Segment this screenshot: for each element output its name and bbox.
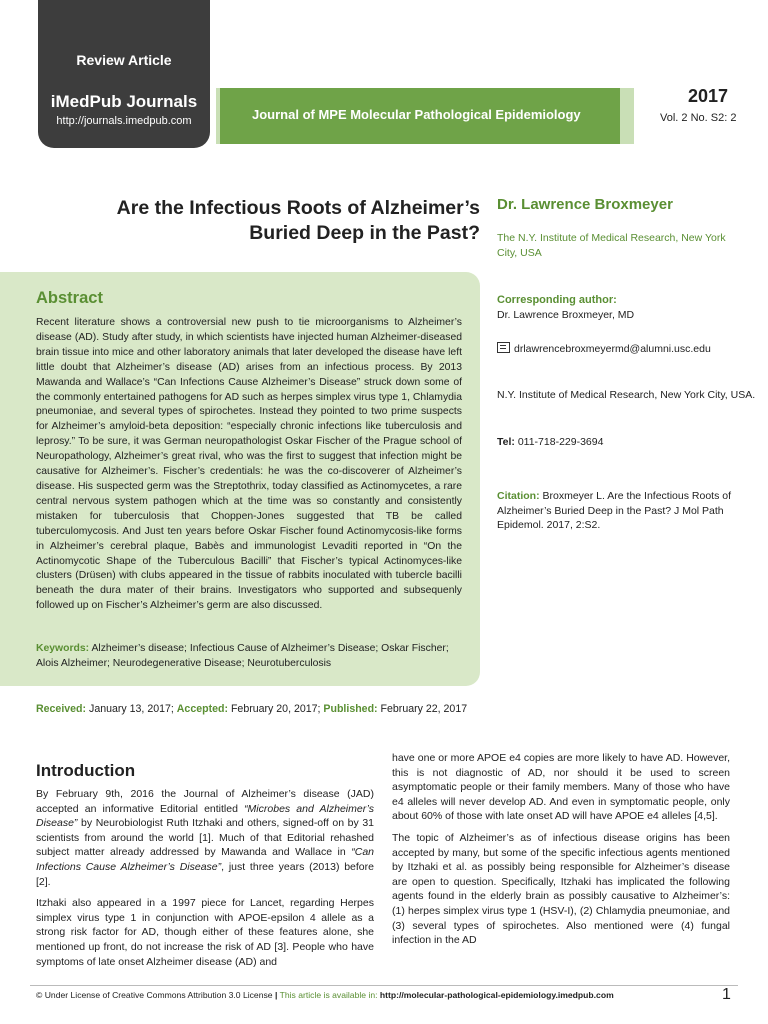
- article-title-line-1: Are the Infectious Roots of Alzheimer’s: [116, 197, 480, 219]
- issue-volume: Vol. 2 No. S2: 2: [660, 112, 737, 124]
- issue-year: 2017: [688, 86, 729, 106]
- article-title: [80, 196, 480, 246]
- footer: © Under License of Creative Commons Attribution 3.0 License | This article is available in: http://molecular-pathological-epidemiology.imedpub.com: [36, 990, 614, 1000]
- email-line: [497, 341, 757, 357]
- paragraph: The topic of Alzheimer’s as of infectious disease origins has been accepted by many, but some of the specific infectious agents mentioned by Itzhaki et al. as possibly being responsible for Alzheimer’s disease are open to question. Specifically, Itzhaki has implicated the following agents found in the elderly brain as possibly causative to Alzheimer’s: (1) herpes simplex virus type 1 (HSV-I), (2) Chlamydia pneumoniae, and (3) several types of spirochetes. Also mentioned were (4) fungal infection in the AD: [392, 831, 730, 947]
- author-affiliation: The N.Y. Institute of Medical Research, New York City, USA: [497, 232, 726, 259]
- citation-text: Broxmeyer L. Are the Infectious Roots of Alzheimer’s Buried Deep in the Past? J Mol Path Epidemol. 2017, 2:S2.: [497, 490, 732, 531]
- keywords: [36, 642, 462, 672]
- article-type: Review Article: [76, 52, 172, 68]
- journal-banner-accent: [620, 88, 634, 144]
- citation: [497, 489, 762, 533]
- introduction-heading: Introduction: [36, 761, 136, 780]
- paragraph: By February 9th, 2016 the Journal of Alzheimer’s disease (JAD) accepted an informative Editorial entitled “Microbes and Alzheimer’s Disease” by Neurobiologist Ruth Itzhaki and others, signed-off on by 31 scientists from around the world [1]. Much of that Editorial rehashed subject matter already addressed by Mawanda and Wallace in “Can Infections Cause Alzheimer’s Disease”, just three years (2013) before [2].: [36, 788, 374, 888]
- author-name: Dr. Lawrence Broxmeyer: [497, 196, 673, 213]
- article-title-line-2: Buried Deep in the Past?: [249, 222, 480, 244]
- availability-label: This article is available in:: [279, 990, 378, 1000]
- accepted-date: February 20, 2017;: [230, 703, 321, 715]
- body-column-right: [392, 751, 730, 955]
- published-date: February 22, 2017: [380, 703, 468, 715]
- article-dates: [36, 702, 480, 717]
- paragraph: Itzhaki also appeared in a 1997 piece for Lancet, regarding Herpes simplex virus type 1 in conjunction with APOE-epsilon 4 allele as a strong risk factor for AD, though either of these features alone, she mentioned up front, do not increase the risk of AD [3]. People who have symptoms of late onset Alzheimer disease (AD) and: [36, 897, 374, 968]
- page-number: 1: [722, 986, 731, 1003]
- abstract-text: Recent literature shows a controversial new push to tie microorganisms to Alzheimer’s disease (AD). Study after study, in which scientists have injected human Alzheimer-diseased brain tissue into mice and other laboratory animals that later developed the disease have left little doubt that Alzheimer’s disease (AD) arises from an infectious process. By 2013 Mawanda and Wallace’s “Can Infections Cause Alzheimer’s Disease” struck down some of the commonly entertained pathogens for AD such as herpes simplex virus type 1, Chlamydia pneumoniae, and several types of spirochetes. Instead they pointed to two prime suspects for Alzheimer’s amyloid-beta deposition: “especially chronic infections like tuberculosis and leprosy.” To be sure, it was German neuropathologist Oskar Fischer of the Prague school of Neuropathology, Alzheimer’s great rival, who was the first to suggest that infection might be causative for Alzheimer’s. Fischer’s credentials: he was the co-discoverer of Alzheimer’s disease. His suspected germ was the Streptothrix, today classified as Actinomycetes, a rare central nervous system pathogen which at the time was so constantly and consistently mistaken for tuberculosis that Choppen-Jones suggested that TB be called tuberculomycosis. And Just ten years before Oskar Fischer found Actinomycosis-like forms in Alzheimer’s cerebral plaque, Babès and immunologist Levaditi reported in “On the Actinomycotic Shape of the Tuberculous Bacilli” that Fischer’s typical Actinomyces-like clusters (Drüsen) with clubs appeared in the tissue of rabbits inoculated with tubercle bacilli beneath the dura mater of their brains. Investigators who supported and subsequenly followed up on Fischer’s Alzheimer’s germ are also discussed.: [36, 317, 462, 612]
- publisher-name: iMedPub Journals: [50, 92, 198, 111]
- received-label: Received:: [36, 703, 87, 715]
- email-address[interactable]: drlawrencebroxmeyermd@alumni.usc.edu: [514, 343, 711, 355]
- paragraph: have one or more APOE e4 copies are more likely to have AD. However, this is not diagnostic of AD, nor should it be used to screen asymptomatic people or their family members. Many of those who have e4 alleles will never develop AD. And even in symptomatic people, only about 60% of those with late onset AD will have APOE e4 alleles [4,5].: [392, 752, 730, 823]
- telephone-label: Tel:: [497, 436, 515, 448]
- received-date: January 13, 2017;: [89, 703, 174, 715]
- publisher-tab: [38, 0, 210, 148]
- author-address: N.Y. Institute of Medical Research, New York City, USA.: [497, 389, 756, 401]
- abstract-heading: Abstract: [36, 289, 103, 307]
- accepted-label: Accepted:: [176, 703, 228, 715]
- keywords-text: Alzheimer’s disease; Infectious Cause of Alzheimer’s Disease; Oskar Fischer; Alois Alzheimer; Neurodegenerative Disease; Neurotuberculosis: [36, 643, 449, 669]
- email-icon: [497, 342, 510, 353]
- journal-title: Journal of MPE Molecular Pathological Epidemiology: [252, 107, 581, 122]
- published-label: Published:: [323, 703, 378, 715]
- body-column-left: [36, 787, 374, 976]
- footer-divider: [30, 985, 738, 986]
- telephone-number: 011-718-229-3694: [517, 436, 604, 448]
- corresponding-author-label: Corresponding author:: [497, 294, 617, 306]
- article-url[interactable]: http://molecular-pathological-epidemiology.imedpub.com: [379, 990, 614, 1000]
- corresponding-author-name: Dr. Lawrence Broxmeyer, MD: [497, 309, 635, 321]
- telephone: [497, 436, 603, 448]
- keywords-label: Keywords:: [36, 643, 90, 654]
- citation-label: Citation:: [497, 490, 540, 502]
- publisher-url[interactable]: http://journals.imedpub.com: [56, 115, 192, 127]
- journal-banner: [216, 88, 630, 144]
- license-text: © Under License of Creative Commons Attribution 3.0 License: [36, 990, 273, 1000]
